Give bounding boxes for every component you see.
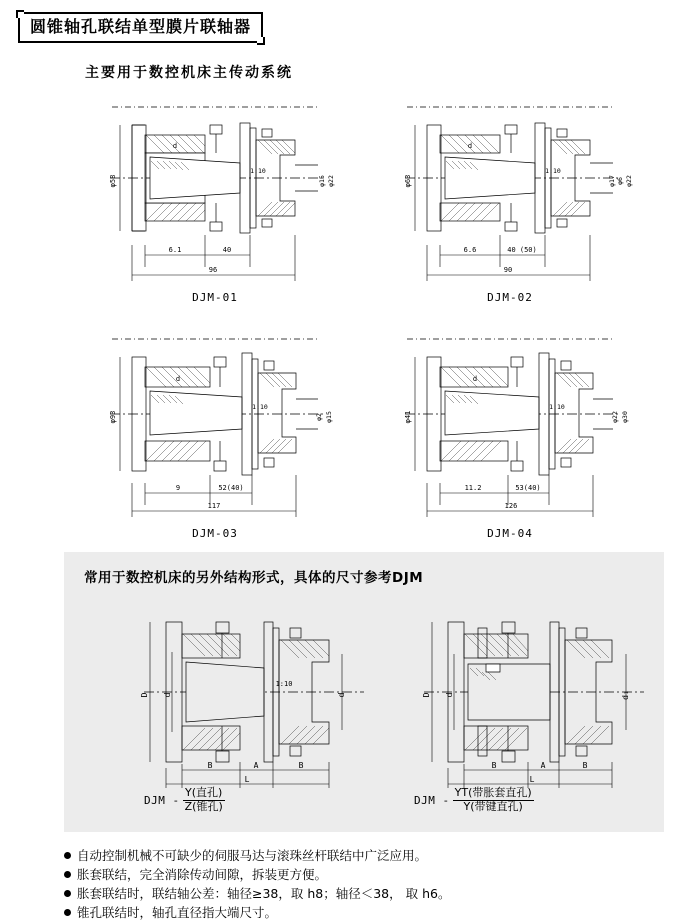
panel-left-model-den: Z(锥孔)	[184, 799, 223, 813]
bullet-icon	[64, 852, 71, 859]
dim-A: A	[253, 761, 259, 770]
panel-left-model-num: Y(直孔)	[183, 787, 225, 801]
label-shaft: d	[467, 142, 473, 150]
label-shaft: d	[175, 375, 181, 383]
page-title: 圆锥轴孔联结单型膜片联轴器	[30, 17, 252, 36]
figure-djm-04-caption: DJM-04	[487, 527, 533, 540]
dim-B-right: B	[298, 761, 304, 770]
label-diameter: φ58	[109, 174, 117, 188]
label-taper: 1:10	[549, 403, 565, 411]
dim-2: 53(40)	[515, 484, 541, 492]
panel-figure-left	[104, 592, 384, 812]
label-bore-2: φ15	[325, 411, 333, 423]
subtitle: 主要用于数控机床主传动系统	[85, 65, 293, 81]
figure-djm-02	[385, 95, 635, 305]
title-block	[18, 12, 263, 43]
note-text: 胀套联结时，联结轴公差：轴径≥38，取 h8；轴径＜38， 取 h6。	[77, 886, 451, 901]
dim-3: 126	[504, 502, 518, 510]
label-diameter: φ41	[404, 410, 412, 424]
bullet-icon	[64, 909, 71, 916]
panel-figure-right-drawing	[394, 592, 664, 792]
alternate-structures-panel	[64, 552, 664, 832]
figure-djm-02-drawing	[385, 95, 635, 290]
dim-A: A	[540, 761, 546, 770]
panel-left-model-lead: DJM -	[144, 793, 180, 807]
label-bore-1: φ22	[611, 411, 619, 423]
panel-right-model-lead: DJM -	[414, 793, 450, 807]
note-item	[64, 884, 664, 903]
label-bore: d	[163, 692, 172, 698]
label-taper: 1:10	[250, 167, 266, 175]
figure-djm-02-caption: DJM-02	[487, 291, 533, 304]
note-item	[64, 903, 664, 922]
label-bore-1: φ2	[315, 413, 323, 421]
dim-3: 96	[208, 266, 218, 274]
dim-L: L	[244, 775, 250, 784]
label-shaft: d	[472, 375, 478, 383]
title-frame	[18, 12, 263, 43]
panel-title: 常用于数控机床的另外结构形式，具体的尺寸参考DJM	[84, 570, 424, 586]
dim-3: 117	[207, 502, 221, 510]
dim-B-left: B	[491, 761, 497, 770]
panel-right-model	[414, 787, 534, 813]
dim-1: 9	[175, 484, 181, 492]
note-text: 胀套联结，完全消除传动间隙，拆装更方便。	[77, 867, 328, 882]
label-bore-right: d₁	[621, 690, 630, 700]
label-bore-1: φ17	[608, 175, 616, 187]
figure-djm-01-drawing	[90, 95, 340, 290]
label-bore-2: φ6	[616, 177, 624, 185]
label-bore-right: d	[337, 692, 346, 698]
dim-1: 6.1	[168, 246, 182, 254]
dim-3: 90	[503, 266, 513, 274]
figure-djm-03-drawing	[90, 325, 340, 525]
figure-djm-01	[90, 95, 340, 305]
notes-list	[64, 846, 664, 922]
dim-2: 40 (50)	[507, 246, 537, 254]
dim-2: 52(40)	[218, 484, 244, 492]
label-taper: 1:10	[252, 403, 268, 411]
figure-djm-04-drawing	[385, 325, 635, 525]
dim-2: 40	[222, 246, 232, 254]
label-shaft: d	[172, 142, 178, 150]
note-item	[64, 846, 664, 865]
label-outer-diameter: D	[422, 692, 431, 698]
figure-djm-03-caption: DJM-03	[192, 527, 238, 540]
dim-1: 11.2	[464, 484, 482, 492]
note-item	[64, 865, 664, 884]
bullet-icon	[64, 871, 71, 878]
dim-L: L	[529, 775, 535, 784]
label-bore-3: φ22	[625, 175, 633, 187]
note-text: 自动控制机械不可缺少的伺服马达与滚珠丝杆联结中广泛应用。	[77, 848, 428, 863]
note-text: 锥孔联结时，轴孔直径指大端尺寸。	[77, 905, 278, 920]
dim-1: 6.6	[463, 246, 477, 254]
dim-B-right: B	[582, 761, 588, 770]
label-diameter: φ63	[404, 174, 412, 188]
label-bore-2: φ30	[621, 411, 629, 423]
label-bore: d	[445, 692, 454, 698]
figure-djm-04	[385, 325, 635, 540]
panel-right-model-num: YT(带胀套直孔)	[454, 786, 532, 799]
label-taper: 1:10	[275, 680, 293, 688]
label-bore-2: φ22	[327, 175, 335, 187]
label-bore-1: φ15	[318, 175, 326, 187]
bullet-icon	[64, 890, 71, 897]
panel-figure-right	[394, 592, 674, 812]
panel-left-model	[144, 787, 225, 813]
label-diameter: φ93	[109, 410, 117, 424]
figure-djm-03	[90, 325, 340, 540]
panel-figure-left-drawing	[104, 592, 384, 792]
label-taper: 1:10	[545, 167, 561, 175]
dim-B-left: B	[207, 761, 213, 770]
figure-djm-01-caption: DJM-01	[192, 291, 238, 304]
panel-right-model-den: Y(带键直孔)	[463, 799, 523, 813]
label-outer-diameter: D	[140, 692, 149, 698]
